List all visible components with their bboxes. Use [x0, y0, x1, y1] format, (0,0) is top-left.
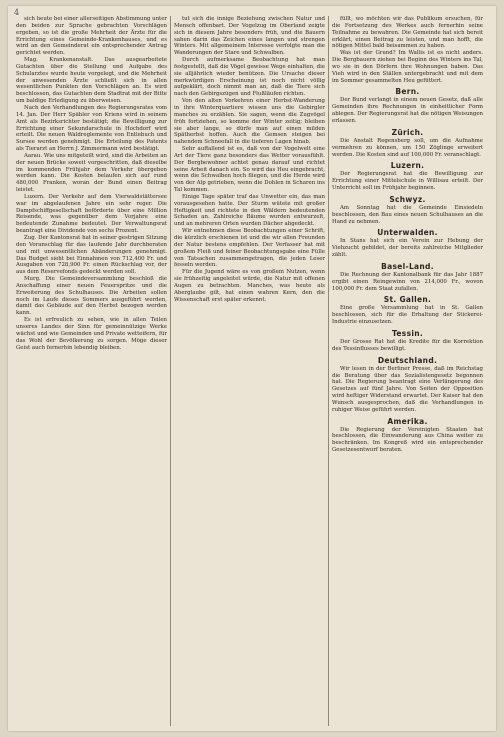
- article-paragraph: Eine große Versammlung hat in St. Gallen beschlossen, sich für die Erhaltung der Stickerei-Industrie einzusetzen.: [332, 305, 483, 326]
- article-paragraph: Die Regierung der Vereinigten Staaten hat beschlossen, die Einwanderung aus China weiter zu beschränken. Im Kongreß wird ein entsprechender Gesetzesentwurf beraten.: [332, 426, 483, 454]
- section-heading: Amerika.: [387, 416, 428, 426]
- article-paragraph: Nach den Verhandlungen des Regierungsrates vom 14. Jan. Der Herr Spähler von Kriens wird in seinem Amt als Bezirksrichter bestätigt; die Bewilligung zur Errichtung einer Sekundarschule in Hochdorf wird erteilt. Die neuen Waldreglemente von Entlebuch und Sursee werden genehmigt. Die Erteilung des Patents als Tierarzt an Herrn J. Zimmermann wird bestätigt.: [16, 104, 167, 153]
- article-paragraph: Was ist der Grund? Im Wallis ist es nicht anders. Die Bergbauern ziehen bei Beginn des Winters ins Tal, wo sie in den Dörfern ihre Wohnungen haben. Das Vieh wird in den Ställen untergebracht und mit dem im Sommer gesammelten Heu gefüttert.: [332, 50, 483, 84]
- article-paragraph: Die Rechnung der Kantonalbank für das Jahr 1887 ergibt einen Reingewinn von 214,000 Fr., wovon 100,000 Fr. dem Staat zufallen.: [332, 271, 483, 292]
- article-paragraph: Es ist erfreulich zu sehen, wie in allen Teilen unseres Landes der Sinn für gemeinnützige Werke wächst und wie Gemeinden und Private wetteifern, für das Wohl der Bevölkerung zu sorgen. Möge dieser Geist auch fernerhin lebendig bleiben.: [16, 317, 167, 351]
- article-paragraph: Mag. Krankenanstalt. Das ausgearbeitete Gutachten über die Stellung und Aufgabe des Schularztes wurde heute vorgelegt, und die Mehrheit der anwesenden Ärzte schließt sich in allen wesentlichen Punkten den Vorschlägen an. Es wird beschlossen, das Gutachten dem Stadtrat mit der Bitte um baldige Erledigung zu überweisen.: [16, 57, 167, 105]
- article-paragraph: Der Regierungsrat hat die Bewilligung zur Errichtung einer Mittelschule in Willisau erteilt. Der Unterricht soll im Frühjahr beginnen.: [332, 171, 483, 192]
- newspaper-page: [8, 6, 496, 731]
- column-rule: [170, 16, 171, 726]
- page-number: 4: [14, 8, 20, 17]
- article-paragraph: Luzern. Der Verkehr auf dem Vierwaldstättersee war im abgelaufenen Jahre ein sehr reger. Die Dampfschiffgesellschaft beförderte über eine Million Reisende, was gegenüber dem Vorjahre eine bedeutende Zunahme bedeutet. Der Verwaltungsrat beantragt eine Dividende von sechs Prozent.: [16, 193, 167, 235]
- article-paragraph: sich heute bei einer allerseitigen Abstimmung unter den beiden zur Sprache gebrachten Vorschlägen ergeben, so ist die große Mehrheit der Ärzte für die Errichtung eines Gemeinde-Krankenhauses, und es wird an den Gemeinderat ein entsprechender Antrag gerichtet werden.: [16, 16, 167, 57]
- article-paragraph: füllt, wo möchten wir das Publikum ersuchen, für die Fortsetzung des Werkes auch fernerhin seine Teilnahme zu bewahren. Die Gemeinde hat sich bereit erklärt, einen Beitrag zu leisten, und man hofft, die nötigen Mittel bald beisammen zu haben.: [332, 16, 483, 50]
- section-heading: Luzern.: [390, 161, 425, 171]
- section-heading: Schwyz.: [389, 194, 426, 204]
- article-paragraph: Wir lesen in der Berliner Presse, daß im Reichstag die Beratung über das Sozialistengesetz begonnen hat. Die Regierung beantragt eine Verlängerung des Gesetzes auf fünf Jahre. Von Seiten der Opposition wird heftiger Widerstand erwartet. Der Kaiser hat den Wunsch ausgesprochen, daß die Verhandlungen in ruhiger Weise geführt werden.: [332, 365, 483, 413]
- section-heading: Zürich.: [391, 127, 424, 137]
- column-3: [332, 16, 483, 726]
- article-paragraph: Zug. Der Kantonsrat hat in seiner gestrigen Sitzung den Voranschlag für das laufende Jahr durchberaten und mit unwesentlichen Abänderungen genehmigt. Das Budget sieht bei Einnahmen von 712,400 Fr. und Ausgaben von 728,900 Fr. einen Rückschlag vor, der aus dem Reservefonds gedeckt werden soll.: [16, 235, 167, 276]
- article-paragraph: Die Anstalt Regensberg soll, um die Aufnahme vermehren zu können, um 150 Zöglinge erweitert werden. Die Kosten sind auf 100,000 Fr. veranschlagt.: [332, 137, 483, 158]
- article-paragraph: tut sich die innige Beziehung zwischen Natur und Mensch offenbart. Der Vogelzug im Oberland zeigte sich in diesem Jahre besonders früh, und die Bauern sahen darin das Zeichen eines langen und strengen Winters. Mit allgemeinem Interesse verfolgte man die Wanderungen der Stare und Schwalben.: [174, 16, 325, 57]
- article-paragraph: Der Grosse Rat hat die Kredite für die Korrektion des Tessinflusses bewilligt.: [332, 339, 483, 352]
- column-rule: [328, 16, 329, 726]
- article-paragraph: Aarau. Wie uns mitgeteilt wird, sind die Arbeiten an der neuen Brücke soweit vorgeschritten, daß dieselbe im kommenden Frühjahr dem Verkehr übergeben werden kann. Die Kosten belaufen sich auf rund 480,000 Franken, woran der Bund einen Beitrag leistet.: [16, 152, 167, 194]
- article-paragraph: Einige Tage später traf das Unwetter ein, das man vorausgesehen hatte. Der Sturm wütete mit großer Heftigkeit und richtete in den Wäldern bedeutenden Schaden an. Zahlreiche Bäume wurden entwurzelt, und an mehreren Orten wurden Dächer abgedeckt.: [174, 193, 325, 228]
- article-paragraph: Von den alten Vorkehren einer Herbst-Wanderung in ihre Winterquartiere wissen uns die Gebirgler manches zu erzählen. Sie sagen, wenn die Zugvögel früh fortziehen, so komme der Winter zeitig; bleiben sie aber lange, so dürfe man auf einen milden Spätherbst hoffen. Auch die Gemsen steigen bei nahendem Schneefall in die tieferen Lagen hinab.: [174, 98, 325, 146]
- section-heading: St. Gallen.: [383, 295, 432, 305]
- section-heading: Deutschland.: [377, 355, 438, 365]
- article-paragraph: Durch aufmerksame Beobachtung hat man festgestellt, daß die Vögel gewisse Wege einhalten, die sie alljährlich wieder benützen. Die Ursache dieser merkwürdigen Erscheinung ist noch nicht völlig aufgeklärt, doch nimmt man an, daß die Tiere sich nach den Gebirgszügen und Flußläufen richten.: [174, 57, 325, 98]
- column-1: [16, 16, 167, 726]
- column-2: [174, 16, 325, 726]
- article-paragraph: Sehr auffallend ist es, daß von der Vogelwelt eine Art der Tiere ganz besonders das Wetter vorausfühlt. Der Bergbewohner achtet genau darauf und richtet seine Arbeit danach ein. So wird das Heu eingebracht, wenn die Schwalben hoch fliegen, und die Herde wird von der Alp getrieben, wenn die Dohlen in Scharen ins Tal kommen.: [174, 146, 325, 194]
- article-paragraph: In Stans hat sich ein Verein zur Hebung der Viehzucht gebildet, der bereits zahlreiche Mitglieder zählt.: [332, 238, 483, 259]
- article-paragraph: Am Sonntag hat die Gemeinde Einsiedeln beschlossen, den Bau eines neuen Schulhauses an die Hand zu nehmen.: [332, 204, 483, 225]
- article-paragraph: Wir entnehmen diese Beobachtungen einer Schrift, die kürzlich erschienen ist und die wir allen Freunden der Natur bestens empfehlen. Der Verfasser hat mit großem Fleiß und feiner Beobachtungsgabe eine Fülle von Tatsachen zusammengetragen, die jeden Leser fesseln werden.: [174, 228, 325, 269]
- article-paragraph: Der Bund verlangt in einem neuen Gesetz, daß alle Gemeinden ihre Rechnungen in einheitlicher Form ablegen. Der Regierungsrat hat die nötigen Weisungen erlassen.: [332, 97, 483, 124]
- section-heading: Basel-Land.: [381, 261, 434, 271]
- section-heading: Unterwalden.: [377, 228, 438, 238]
- article-paragraph: Murg. Die Gemeindeversammlung beschloß die Anschaffung einer neuen Feuerspritze und die Erweiterung des Schulhauses. Die Arbeiten sollen noch im Laufe dieses Sommers ausgeführt werden, damit das Gebäude auf den Herbst bezogen werden kann.: [16, 276, 167, 317]
- article-paragraph: Für die Jugend wäre es von großem Nutzen, wenn sie frühzeitig angeleitet würde, die Natur mit offenen Augen zu betrachten. Manches, was heute als Aberglaube gilt, hat einen wahren Kern, den die Wissenschaft erst später erkennt.: [174, 269, 325, 303]
- section-heading: Bern.: [395, 87, 420, 97]
- section-heading: Tessin.: [392, 329, 423, 338]
